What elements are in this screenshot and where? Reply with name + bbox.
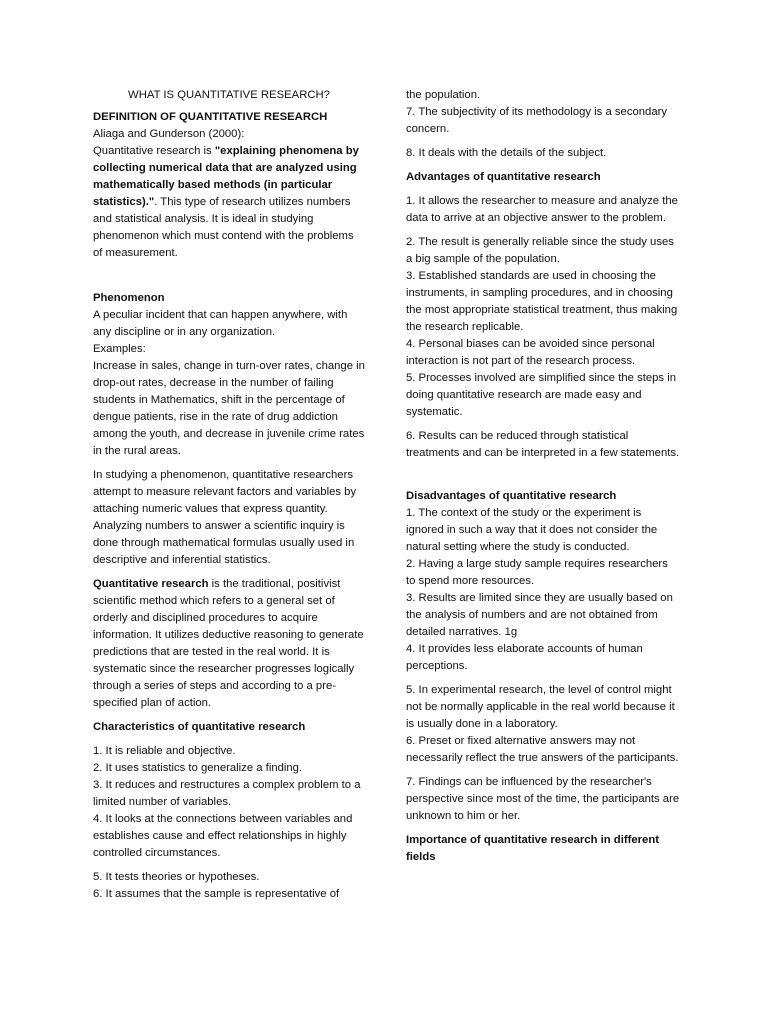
phenomenon-heading: Phenomenon	[93, 292, 165, 304]
characteristic-item: 5. It tests theories or hypotheses.	[93, 871, 260, 883]
left-column	[93, 87, 365, 903]
advantage-item: 2. The result is generally reliable since the study uses a big sample of the population.	[406, 236, 674, 265]
characteristic-item-continued: the population.	[406, 89, 481, 101]
definition-author: Aliaga and Gunderson (2000):	[93, 128, 245, 140]
definition-intro: Quantitative research is	[93, 145, 215, 157]
disadvantage-item: 3. Results are limited since they are usually based on the analysis of numbers and are not obtained from detailed narratives. 1g	[406, 592, 673, 638]
characteristic-item: 6. It assumes that the sample is representative of	[93, 888, 340, 900]
phenomenon-examples-label: Examples:	[93, 343, 146, 355]
disadvantage-item: 1. The context of the study or the experiment is ignored in such a way that it does not consider the natural setting where the study is conducted.	[406, 507, 658, 553]
definition-paragraph	[93, 143, 365, 262]
characteristic-item: 1. It is reliable and objective.	[93, 745, 236, 757]
definition-rest: . This type of research utilizes numbers and statistical analysis. It is ideal in studying phenomenon which must contend with the problems of measurement.	[93, 196, 354, 259]
disadvantages-heading: Disadvantages of quantitative research	[406, 490, 617, 502]
phenomenon-study-paragraph: In studying a phenomenon, quantitative researchers attempt to measure relevant factors and variables by attaching numeric values that express quantity. Analyzing numbers to answer a scientific inquiry is done through mathematical formulas usually used in descriptive and inferential statistics.	[93, 469, 357, 566]
advantage-item: 6. Results can be reduced through statistical treatments and can be interpreted in a few statements.	[406, 430, 680, 459]
characteristic-item: 2. It uses statistics to generalize a finding.	[93, 762, 303, 774]
disadvantage-item: 4. It provides less elaborate accounts of human perceptions.	[406, 643, 643, 672]
advantages-heading: Advantages of quantitative research	[406, 171, 601, 183]
document-title: WHAT IS QUANTITATIVE RESEARCH?	[128, 89, 330, 101]
quantitative-research-text: is the traditional, positivist scientific method which refers to a general set of orderly and disciplined procedures to acquire information. It utilizes deductive reasoning to generate predictions that are tested in the real world. It is systematic since the researcher progresses logically through a series of steps and according to a pre-specified plan of action.	[93, 578, 364, 709]
disadvantage-item: 7. Findings can be influenced by the researcher's perspective since most of the time, the participants are unknown to him or her.	[406, 776, 680, 822]
definition-heading: DEFINITION OF QUANTITATIVE RESEARCH	[93, 111, 328, 123]
characteristic-item: 3. It reduces and restructures a complex problem to a limited number of variables.	[93, 779, 361, 808]
advantage-item: 3. Established standards are used in choosing the instruments, in sampling procedures, and in choosing the most appropriate statistical treatment, thus making the research replicable.	[406, 270, 678, 333]
characteristics-heading: Characteristics of quantitative research	[93, 721, 306, 733]
advantage-item: 1. It allows the researcher to measure and analyze the data to arrive at an objective answer to the problem.	[406, 195, 678, 224]
disadvantage-item: 6. Preset or fixed alternative answers may not necessarily reflect the true answers of the participants.	[406, 735, 679, 764]
characteristic-item: 8. It deals with the details of the subject.	[406, 147, 607, 159]
characteristic-item: 4. It looks at the connections between variables and establishes cause and effect relationships in highly controlled circumstances.	[93, 813, 353, 859]
disadvantage-item: 2. Having a large study sample requires researchers to spend more resources.	[406, 558, 668, 587]
quantitative-research-paragraph	[93, 576, 365, 712]
disadvantage-item: 5. In experimental research, the level of control might not be normally applicable in the real world because it is usually done in a laboratory.	[406, 684, 675, 730]
importance-heading: Importance of quantitative research in different fields	[406, 834, 659, 863]
quantitative-research-term: Quantitative research	[93, 578, 209, 590]
advantage-item: 5. Processes involved are simplified since the steps in doing quantitative research are made easy and systematic.	[406, 372, 677, 418]
characteristic-item: 7. The subjectivity of its methodology is a secondary concern.	[406, 106, 668, 135]
phenomenon-examples: Increase in sales, change in turn-over rates, change in drop-out rates, decrease in the number of failing students in Mathematics, shift in the percentage of dengue patients, rise in the rate of drug addiction among the youth, and decrease in juvenile crime rates in the rural areas.	[93, 360, 365, 457]
right-column	[406, 87, 680, 866]
advantage-item: 4. Personal biases can be avoided since personal interaction is not part of the research process.	[406, 338, 655, 367]
definition-quote: "explaining phenomena by collecting numerical data that are analyzed using mathematically based methods (in particular statistics)."	[93, 145, 359, 208]
phenomenon-definition: A peculiar incident that can happen anywhere, with any discipline or in any organization.	[93, 309, 348, 338]
